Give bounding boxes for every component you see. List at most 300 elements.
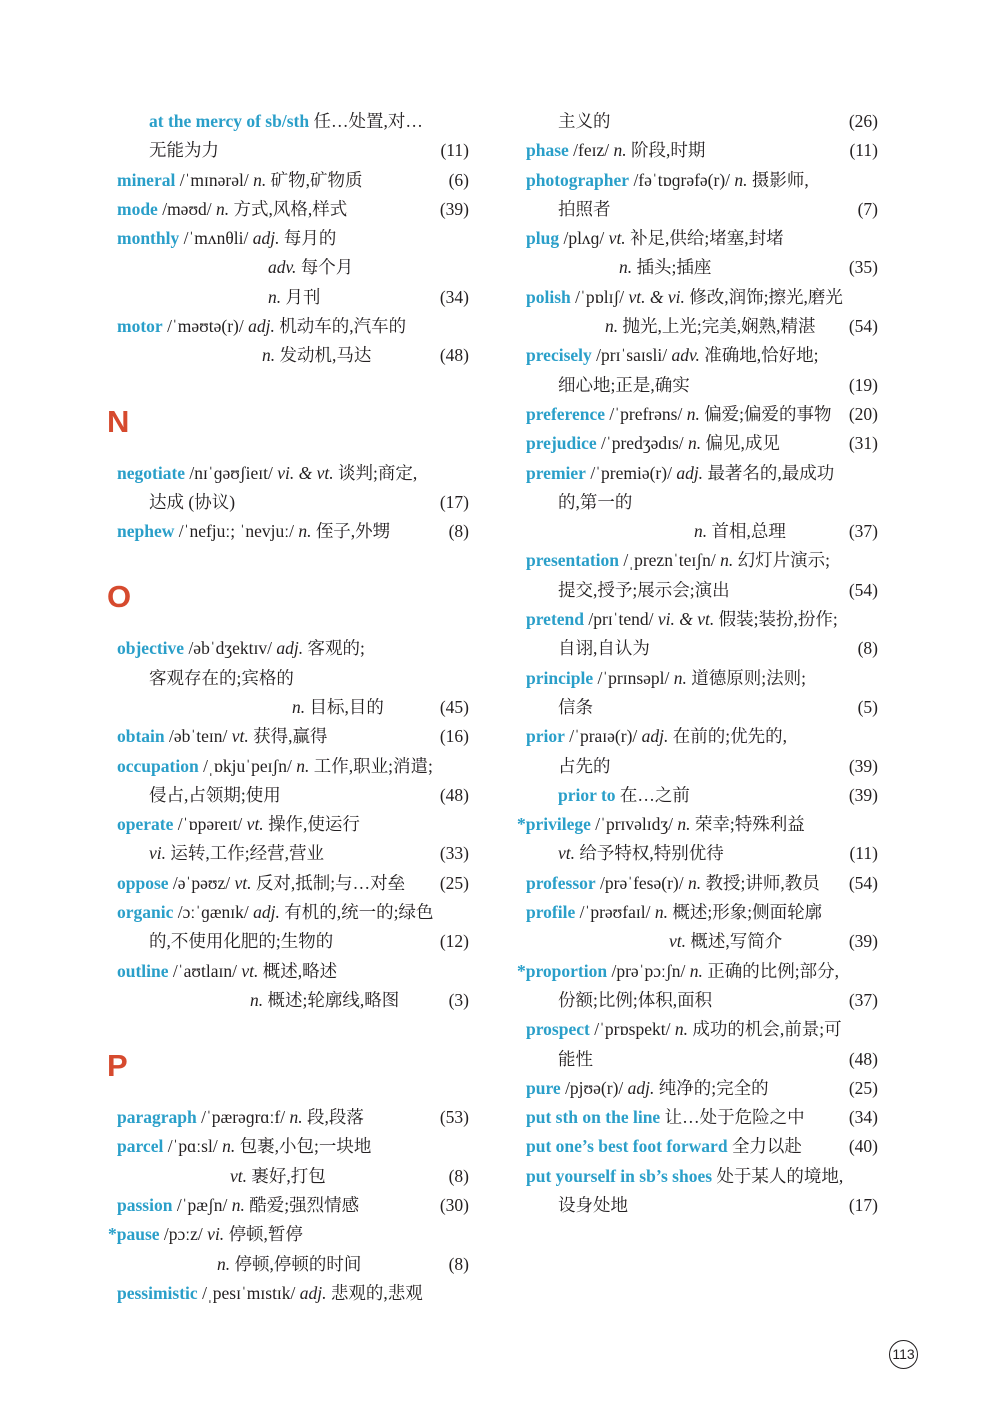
part-of-speech: n.: [217, 1253, 231, 1274]
headword: outline: [117, 960, 169, 981]
glossary-entry-continuation: [117, 1162, 469, 1191]
section-letter: N: [107, 403, 130, 439]
definition-text: 成功的机会,前景;可: [687, 1019, 842, 1040]
definition-text: /fəˈtɒɡrəfə(r)/: [629, 169, 735, 190]
part-of-speech: adj.: [252, 228, 280, 249]
part-of-speech: n.: [605, 316, 619, 337]
part-of-speech: n.: [689, 960, 703, 981]
definition-text: 主义的: [558, 111, 611, 131]
part-of-speech: adj.: [276, 638, 304, 659]
headword: professor: [526, 872, 596, 893]
unit-page-reference: (48): [439, 345, 469, 366]
headword: *privilege: [517, 814, 591, 835]
glossary-entry-continuation: [526, 1191, 878, 1220]
definition-text: 停顿,停顿的时间: [230, 1253, 362, 1274]
part-of-speech: vi.: [149, 843, 167, 864]
unit-page-reference: (34): [848, 1107, 878, 1128]
glossary-entry-continuation: [526, 927, 878, 956]
definition-text: 任…处置,对…: [309, 111, 423, 131]
headword: principle: [526, 667, 594, 688]
part-of-speech: n.: [686, 403, 700, 424]
glossary-entry: [117, 957, 469, 986]
part-of-speech: n.: [222, 1136, 236, 1157]
glossary-entry: [117, 517, 469, 546]
definition-text: /prɪˈtend/: [584, 609, 658, 630]
definition-text: 包裹,小包;一块地: [235, 1136, 372, 1157]
unit-page-reference: (54): [848, 872, 878, 893]
headword: passion: [117, 1194, 173, 1215]
glossary-entry: [117, 634, 469, 663]
headword: monthly: [117, 228, 180, 249]
definition-text: /ˈmɪnərəl/: [175, 169, 254, 190]
definition-text: 阶段,时期: [626, 140, 706, 161]
unit-page-reference: (37): [848, 521, 878, 542]
headword: motor: [117, 316, 163, 337]
glossary-entry: [526, 1132, 878, 1161]
headword: plug: [526, 228, 560, 249]
part-of-speech: n.: [292, 696, 306, 717]
definition-text: 运转,工作;经营,营业: [166, 843, 325, 864]
unit-page-reference: (30): [439, 1194, 469, 1215]
definition-text: /prəˈfesə(r)/: [595, 872, 688, 893]
section-letter: O: [107, 579, 132, 615]
definition-text: /prɪˈsaɪsli/: [591, 345, 672, 366]
glossary-entry: [117, 459, 469, 488]
unit-page-reference: (11): [440, 140, 469, 161]
part-of-speech: n.: [250, 989, 264, 1010]
definition-text: 悲观的,悲观: [326, 1282, 423, 1303]
headword: oppose: [117, 872, 169, 893]
definition-text: 概述,略述: [258, 960, 338, 981]
definition-text: 有机的,统一的;绿色: [279, 902, 434, 923]
part-of-speech: adj.: [627, 1077, 655, 1098]
definition-text: 摄影师,: [747, 169, 809, 190]
part-of-speech: n.: [720, 550, 734, 571]
part-of-speech: vt. & vi.: [628, 286, 685, 307]
definition-text: 补足,供给;堵塞,封堵: [625, 228, 784, 249]
definition-text: 裹好,打包: [247, 1165, 326, 1186]
unit-page-reference: (17): [848, 1194, 878, 1215]
definition-text: /əbˈteɪn/: [164, 726, 232, 747]
unit-page-reference: (26): [848, 111, 878, 131]
unit-page-reference: (11): [849, 140, 878, 161]
glossary-entry-continuation: [526, 107, 878, 136]
definition-text: 概述;轮廓线,略图: [263, 989, 400, 1010]
part-of-speech: vt.: [231, 726, 249, 747]
glossary-entry: [117, 810, 469, 839]
definition-text: 全力以赴: [727, 1136, 802, 1157]
definition-text: 教授;讲师,教员: [701, 872, 820, 893]
definition-text: /ˈprɪnsəpl/: [593, 667, 674, 688]
glossary-entry: [117, 312, 469, 341]
headword: prospect: [526, 1019, 590, 1040]
definition-text: 的,不使用化肥的;生物的: [149, 931, 334, 952]
definition-text: 目标,目的: [305, 696, 384, 717]
headword: precisely: [526, 345, 592, 366]
unit-page-reference: (39): [439, 198, 469, 219]
part-of-speech: vt.: [558, 843, 576, 864]
part-of-speech: n.: [289, 1107, 303, 1128]
definition-text: 拍照者: [558, 198, 611, 219]
definition-text: 偏见,成见: [701, 433, 780, 454]
glossary-entry: [117, 224, 469, 253]
part-of-speech: vi. & vt.: [277, 462, 334, 483]
glossary-entry-continuation: [526, 253, 878, 282]
glossary-entry-continuation: [526, 576, 878, 605]
definition-text: 正确的比例;部分,: [702, 960, 839, 981]
glossary-entry-continuation: [526, 752, 878, 781]
page-number: 113: [889, 1340, 918, 1369]
unit-page-reference: (17): [439, 491, 469, 512]
part-of-speech: n.: [296, 755, 310, 776]
glossary-entry: [117, 166, 469, 195]
headword: put sth on the line: [526, 1107, 661, 1128]
part-of-speech: vi.: [207, 1224, 225, 1245]
headword: photographer: [526, 169, 630, 190]
glossary-entry: [526, 664, 878, 693]
definition-text: 矿物,矿物质: [266, 169, 363, 190]
part-of-speech: n.: [688, 433, 702, 454]
part-of-speech: vt.: [234, 872, 252, 893]
definition-text: /prəˈpɔːʃn/: [607, 960, 690, 981]
definition-text: 方式,风格,样式: [229, 198, 348, 219]
unit-page-reference: (48): [439, 784, 469, 805]
glossary-entry-continuation: [526, 195, 878, 224]
unit-page-reference: (54): [848, 579, 878, 600]
unit-page-reference: (6): [448, 169, 469, 190]
definition-text: 修改,润饰;擦光,磨光: [684, 286, 843, 307]
headword: mode: [117, 198, 158, 219]
definition-text: 能性: [558, 1048, 593, 1069]
unit-page-reference: (8): [448, 1165, 469, 1186]
definition-text: 给予特权,特别优待: [575, 843, 724, 864]
unit-page-reference: (31): [848, 433, 878, 454]
definition-text: 插头;插座: [632, 257, 712, 278]
definition-text: /ˈprəʊfaɪl/: [575, 902, 655, 923]
glossary-entry: [117, 1191, 469, 1220]
definition-text: /ˈpɑːsl/: [163, 1136, 223, 1157]
glossary-entry-continuation: [526, 371, 878, 400]
definition-text: /plʌɡ/: [559, 228, 609, 249]
section-letter-heading: [107, 1015, 469, 1103]
definition-text: /ˈaʊtlaɪn/: [168, 960, 242, 981]
definition-text: 设身处地: [558, 1194, 628, 1215]
headword: put one’s best foot forward: [526, 1136, 728, 1157]
part-of-speech: n.: [231, 1194, 245, 1215]
unit-page-reference: (11): [849, 843, 878, 864]
definition-text: 自诩,自认为: [558, 638, 650, 659]
part-of-speech: n.: [673, 667, 687, 688]
glossary-entry-continuation: [117, 781, 469, 810]
definition-text: /ɔːˈɡænɪk/: [173, 902, 254, 923]
part-of-speech: vt.: [230, 1165, 248, 1186]
glossary-entry: [526, 781, 878, 810]
part-of-speech: n.: [619, 257, 633, 278]
glossary-entry-continuation: [526, 488, 878, 517]
glossary-entry-continuation: [117, 664, 469, 693]
glossary-entry: [117, 898, 469, 927]
unit-page-reference: (12): [439, 931, 469, 952]
definition-text: 侵占,占领期;使用: [149, 784, 281, 805]
headword: mineral: [117, 169, 176, 190]
unit-page-reference: (16): [439, 726, 469, 747]
definition-text: /ˈprɒspekt/: [589, 1019, 675, 1040]
part-of-speech: n.: [734, 169, 748, 190]
glossary-entry: [526, 605, 878, 634]
definition-text: 操作,使运行: [263, 814, 360, 835]
headword: premier: [526, 462, 586, 483]
definition-text: 幻灯片演示;: [733, 550, 830, 571]
definition-text: 处于某人的境地,: [712, 1165, 844, 1186]
glossary-entry-continuation: [526, 839, 878, 868]
unit-page-reference: (37): [848, 989, 878, 1010]
definition-text: /ˈɒpəreɪt/: [173, 814, 247, 835]
part-of-speech: n.: [694, 521, 708, 542]
definition-text: 获得,赢得: [248, 726, 328, 747]
part-of-speech: adj.: [248, 316, 275, 337]
section-letter: P: [107, 1048, 128, 1084]
unit-page-reference: (25): [848, 1077, 878, 1098]
definition-text: 偏爱;偏爱的事物: [699, 403, 832, 424]
definition-text: 谈判;商定,: [333, 462, 418, 483]
headword: presentation: [526, 550, 620, 571]
definition-text: 工作,职业;消遣;: [309, 755, 433, 776]
definition-text: 侄子,外甥: [311, 521, 391, 542]
definition-text: 段,段落: [302, 1107, 364, 1128]
part-of-speech: vi. & vt.: [657, 609, 715, 630]
definition-text: 概述,写简介: [686, 931, 783, 952]
definition-text: 停顿,暂停: [224, 1224, 303, 1245]
glossary-entry: [526, 869, 878, 898]
unit-page-reference: (40): [848, 1136, 878, 1157]
headword: at the mercy of sb/sth: [149, 111, 310, 131]
unit-page-reference: (8): [448, 521, 469, 542]
glossary-entry-continuation: [117, 986, 469, 1015]
part-of-speech: adv.: [268, 257, 297, 278]
headword: prior to: [558, 784, 616, 805]
part-of-speech: adj.: [299, 1282, 327, 1303]
definition-text: /ˈpærəɡrɑːf/: [196, 1107, 290, 1128]
unit-page-reference: (5): [857, 696, 878, 717]
glossary-entry-continuation: [526, 517, 878, 546]
definition-text: 提交,授予;展示会;演出: [558, 579, 730, 600]
definition-text: 假装;装扮,扮作;: [714, 609, 838, 630]
glossary-entry-continuation: [117, 136, 469, 165]
unit-page-reference: (53): [439, 1107, 469, 1128]
definition-text: 客观的;: [303, 638, 365, 659]
unit-page-reference: (54): [848, 316, 878, 337]
headword: *pause: [108, 1224, 160, 1245]
glossary-entry: [526, 166, 878, 195]
glossary-entry-continuation: [117, 283, 469, 312]
glossary-entry: [108, 1220, 469, 1249]
headword: objective: [117, 638, 185, 659]
definition-text: /nɪˈɡəʊʃieɪt/: [185, 462, 278, 483]
section-letter-heading: [107, 371, 469, 459]
part-of-speech: adv.: [671, 345, 700, 366]
headword: nephew: [117, 521, 175, 542]
glossary-entry: [526, 341, 878, 370]
glossary-entry-continuation: [117, 488, 469, 517]
glossary-entry: [117, 1103, 469, 1132]
definition-text: /feɪz/: [568, 140, 614, 161]
glossary-entry-continuation: [117, 1250, 469, 1279]
definition-text: /ˈmʌnθli/: [179, 228, 253, 249]
definition-text: /pɔːz/: [159, 1224, 208, 1245]
headword: pretend: [526, 609, 585, 630]
unit-page-reference: (20): [848, 403, 878, 424]
glossary-entry: [117, 869, 469, 898]
definition-text: /ˈpremiə(r)/: [585, 462, 677, 483]
definition-text: 纯净的;完全的: [654, 1077, 769, 1098]
headword: prior: [526, 726, 565, 747]
headword: organic: [117, 902, 174, 923]
definition-text: /ˈməʊtə(r)/: [162, 316, 249, 337]
definition-text: /ˈpæʃn/: [172, 1194, 232, 1215]
glossary-entry: [526, 722, 878, 751]
glossary-entry: [526, 546, 878, 575]
glossary-entry: [526, 283, 878, 312]
unit-page-reference: (39): [848, 931, 878, 952]
definition-text: 每月的: [279, 228, 337, 249]
part-of-speech: n.: [298, 521, 312, 542]
unit-page-reference: (8): [857, 638, 878, 659]
glossary-entry-continuation: [117, 341, 469, 370]
definition-text: 份额;比例;体积,面积: [558, 989, 713, 1010]
glossary-entry: [517, 810, 878, 839]
headword: pessimistic: [117, 1282, 198, 1303]
definition-text: 月刊: [281, 286, 321, 307]
unit-page-reference: (19): [848, 374, 878, 395]
definition-text: 客观存在的;宾格的: [149, 667, 294, 688]
part-of-speech: vt.: [608, 228, 626, 249]
definition-text: 信条: [558, 696, 593, 717]
definition-text: 抛光,上光;完美,娴熟,精湛: [618, 316, 816, 337]
definition-text: 无能为力: [149, 140, 219, 161]
glossary-entry: [117, 1132, 469, 1161]
headword: negotiate: [117, 462, 186, 483]
glossary-entry: [526, 224, 878, 253]
definition-text: /ˈpredʒədɪs/: [596, 433, 689, 454]
part-of-speech: n.: [253, 169, 267, 190]
definition-text: 准确地,恰好地;: [699, 345, 819, 366]
glossary-entry-continuation: [526, 693, 878, 722]
part-of-speech: n.: [268, 286, 282, 307]
unit-page-reference: (7): [857, 198, 878, 219]
definition-text: 道德原则;法则;: [686, 667, 807, 688]
part-of-speech: vt.: [246, 814, 264, 835]
definition-text: /ˈprefrəns/: [605, 403, 687, 424]
headword: parcel: [117, 1136, 164, 1157]
glossary-entry: [526, 1162, 878, 1191]
headword: profile: [526, 902, 576, 923]
glossary-entry-continuation: [117, 839, 469, 868]
unit-page-reference: (39): [848, 755, 878, 776]
headword: operate: [117, 814, 174, 835]
definition-text: /ˌpesɪˈmɪstɪk/: [197, 1282, 300, 1303]
definition-text: /əbˈdʒektɪv/: [184, 638, 277, 659]
definition-text: /ˈpraɪə(r)/: [564, 726, 642, 747]
definition-text: 让…处于危险之中: [660, 1107, 805, 1128]
headword: occupation: [117, 755, 199, 776]
glossary-entry: [526, 459, 878, 488]
part-of-speech: adj.: [253, 902, 280, 923]
glossary-entry: [526, 1074, 878, 1103]
glossary-column-right: [517, 107, 878, 1220]
definition-text: 机动车的,汽车的: [274, 316, 407, 337]
part-of-speech: adj.: [676, 462, 704, 483]
definition-text: /pjʊə(r)/: [560, 1077, 628, 1098]
definition-text: /ˌɒkjuˈpeɪʃn/: [198, 755, 297, 776]
unit-page-reference: (35): [848, 257, 878, 278]
definition-text: 最著名的,最成功: [703, 462, 835, 483]
glossary-entry-continuation: [117, 927, 469, 956]
glossary-entry: [117, 752, 469, 781]
headword: polish: [526, 286, 571, 307]
definition-text: 细心地;正是,确实: [558, 374, 690, 395]
definition-text: /ˌpreznˈteɪʃn/: [619, 550, 721, 571]
definition-text: /ˈprɪvəlɪdʒ/: [590, 814, 678, 835]
definition-text: 在…之前: [615, 784, 690, 805]
headword: phase: [526, 140, 569, 161]
glossary-entry-continuation: [117, 693, 469, 722]
definition-text: 每个月: [296, 257, 354, 278]
glossary-column-left: [107, 107, 469, 1308]
part-of-speech: n.: [613, 140, 627, 161]
definition-text: 酷爱;强烈情感: [244, 1194, 360, 1215]
unit-page-reference: (39): [848, 784, 878, 805]
unit-page-reference: (25): [439, 872, 469, 893]
part-of-speech: adj.: [641, 726, 669, 747]
unit-page-reference: (48): [848, 1048, 878, 1069]
glossary-entry: [526, 136, 878, 165]
glossary-entry: [117, 107, 469, 136]
section-letter-heading: [107, 546, 469, 634]
definition-text: /əˈpəʊz/: [168, 872, 235, 893]
part-of-speech: n.: [687, 872, 702, 893]
headword: obtain: [117, 726, 165, 747]
glossary-entry-continuation: [526, 986, 878, 1015]
glossary-entry: [526, 1015, 878, 1044]
headword: paragraph: [117, 1107, 197, 1128]
glossary-entry: [117, 1279, 469, 1308]
glossary-entry: [526, 1103, 878, 1132]
glossary-entry-continuation: [526, 312, 878, 341]
unit-page-reference: (45): [439, 696, 469, 717]
headword: preference: [526, 403, 606, 424]
definition-text: /ˈpɒlɪʃ/: [570, 286, 629, 307]
definition-text: /məʊd/: [157, 198, 217, 219]
glossary-entry-continuation: [117, 253, 469, 282]
part-of-speech: n.: [262, 345, 276, 366]
definition-text: 首相,总理: [707, 521, 786, 542]
definition-text: 的,第一的: [558, 491, 633, 512]
definition-text: /ˈnefjuː; ˈnevjuː/: [174, 521, 299, 542]
glossary-entry-continuation: [526, 1045, 878, 1074]
glossary-entry: [526, 429, 878, 458]
part-of-speech: vt.: [669, 931, 687, 952]
headword: put yourself in sb’s shoes: [526, 1165, 713, 1186]
unit-page-reference: (8): [448, 1253, 469, 1274]
unit-page-reference: (33): [439, 843, 469, 864]
part-of-speech: vt.: [241, 960, 259, 981]
glossary-entry-continuation: [526, 634, 878, 663]
definition-text: 荣幸;特殊利益: [690, 814, 805, 835]
definition-text: 占先的: [558, 755, 611, 776]
unit-page-reference: (3): [448, 989, 469, 1010]
headword: prejudice: [526, 433, 597, 454]
part-of-speech: n.: [654, 902, 668, 923]
